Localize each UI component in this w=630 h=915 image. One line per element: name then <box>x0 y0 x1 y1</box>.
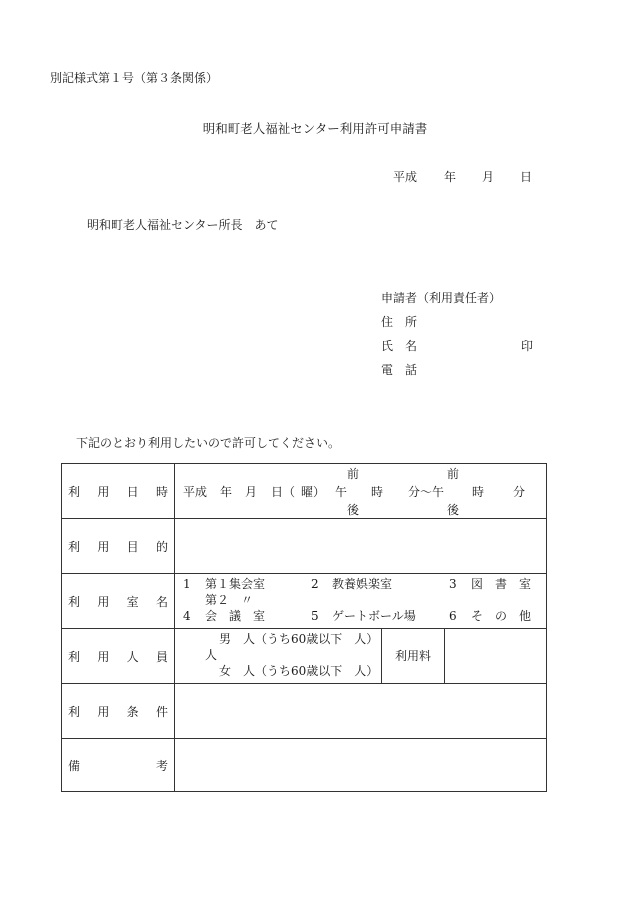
intro-text: 下記のとおり利用したいので許可してください。 <box>76 436 341 450</box>
dt-am-to: 前 <box>447 467 460 481</box>
dt-minute: 分 <box>513 485 526 499</box>
dt-am-from: 前 <box>347 467 360 481</box>
address-label: 住 所 <box>381 315 418 329</box>
row-label: 利用人員 <box>62 629 175 684</box>
application-table <box>61 463 547 792</box>
dt-minute-to: 分〜午 <box>408 485 445 499</box>
name-label: 氏 名 <box>381 339 418 353</box>
table-row-conditions <box>62 684 547 739</box>
room-no: 3 <box>449 577 457 591</box>
dt-hour-to: 時 <box>472 485 485 499</box>
people-female: 女 人（うち60歳以下 人） <box>219 664 379 678</box>
fee-label: 利用料 <box>395 649 432 663</box>
room-name: ゲートボール場 <box>332 609 416 623</box>
date-day: 日 <box>520 170 533 184</box>
form-number: 別記様式第１号（第３条関係） <box>50 71 219 85</box>
room-name: 会 議 室 <box>205 609 266 623</box>
date-year: 年 <box>444 170 457 184</box>
dt-year: 年 <box>220 485 233 499</box>
dt-pm-from: 後 <box>347 503 360 517</box>
dt-month: 月 <box>245 485 258 499</box>
row-label: 利用条件 <box>62 684 175 739</box>
table-row-people <box>62 629 547 684</box>
datetime-cell[interactable] <box>175 464 547 519</box>
applicant-heading: 申請者（利用責任者） <box>381 291 502 305</box>
room-name: 教養娯楽室 <box>332 577 393 591</box>
room-cell[interactable] <box>175 574 547 629</box>
room-no: 4 <box>183 609 191 623</box>
addressee: 明和町老人福祉センター所長 あて <box>87 218 279 232</box>
dt-era: 平成 <box>183 485 208 499</box>
conditions-cell[interactable] <box>175 684 547 739</box>
room-name: 第２ 〃 <box>205 593 254 607</box>
room-no: 6 <box>449 609 457 623</box>
purpose-cell[interactable] <box>175 519 547 574</box>
dt-weekday: 曜） <box>301 485 326 499</box>
row-label: 利用日時 <box>62 464 175 519</box>
room-name: そ の 他 <box>471 609 532 623</box>
fee-input[interactable] <box>445 629 546 683</box>
table-row-room <box>62 574 547 629</box>
remarks-cell[interactable] <box>175 739 547 792</box>
room-no: 2 <box>311 577 319 591</box>
people-male: 男 人（うち60歳以下 人） <box>219 632 379 646</box>
table-row-remarks <box>62 739 547 792</box>
document-title: 明和町老人福祉センター利用許可申請書 <box>202 121 428 136</box>
dt-pm-to: 後 <box>447 503 460 517</box>
seal-mark: 印 <box>521 339 534 353</box>
table-row-purpose <box>62 519 547 574</box>
dt-day: 日（ <box>271 485 296 499</box>
fee-label-box <box>381 629 445 683</box>
people-cell <box>175 629 547 684</box>
dt-noon-from: 午 <box>335 485 348 499</box>
dt-hour-from: 時 <box>371 485 384 499</box>
row-label: 利用目的 <box>62 519 175 574</box>
row-label: 備考 <box>62 739 175 792</box>
row-label: 利用室名 <box>62 574 175 629</box>
table-row-datetime <box>62 464 547 519</box>
room-no: 1 <box>183 577 191 591</box>
people-total-unit: 人 <box>205 648 218 662</box>
room-name: 第１集会室 <box>205 577 266 591</box>
phone-label: 電 話 <box>381 363 418 377</box>
room-no: 5 <box>311 609 319 623</box>
date-month: 月 <box>482 170 495 184</box>
date-era: 平成 <box>393 170 418 184</box>
room-name: 図 書 室 <box>471 577 532 591</box>
